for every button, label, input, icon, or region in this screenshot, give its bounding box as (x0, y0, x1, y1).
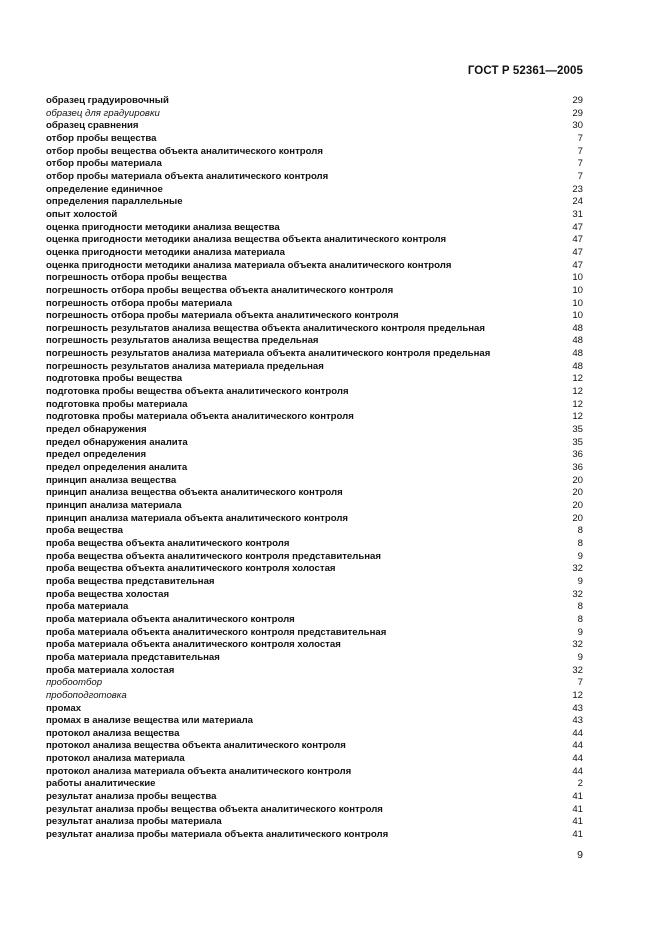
index-term: подготовка пробы материала объекта аналитического контроля (46, 411, 354, 423)
index-page-ref: 7 (577, 145, 583, 157)
index-term: предел обнаружения (46, 424, 147, 436)
index-page-ref: 9 (577, 575, 583, 587)
index-page-ref: 44 (572, 753, 583, 765)
index-page-ref: 43 (572, 715, 583, 727)
index-term: проба материала представительная (46, 651, 220, 663)
index-page-ref: 12 (572, 373, 583, 385)
index-page-ref: 10 (572, 297, 583, 309)
index-entry (46, 449, 583, 462)
index-term: погрешность результатов анализа материала предельная (46, 360, 324, 372)
index-entry (46, 424, 583, 437)
index-page-ref: 44 (572, 740, 583, 752)
index-term: результат анализа пробы вещества объекта аналитического контроля (46, 803, 383, 815)
index-entry (46, 753, 583, 766)
index-page-ref: 10 (572, 310, 583, 322)
index-term: проба материала объекта аналитического контроля представительная (46, 626, 387, 638)
index-entry (46, 487, 583, 500)
index-page-ref: 20 (572, 487, 583, 499)
index-entry (46, 513, 583, 526)
index-page-ref: 8 (577, 537, 583, 549)
index-page-ref: 32 (572, 588, 583, 600)
index-entry (46, 247, 583, 260)
index-term: предел определения аналита (46, 462, 188, 474)
index-term: пробоподготовка (46, 689, 127, 701)
index-term: оценка пригодности методики анализа материала (46, 246, 285, 258)
index-page-ref: 12 (572, 386, 583, 398)
index-term: проба вещества объекта аналитического контроля представительная (46, 550, 381, 562)
index-entry (46, 766, 583, 779)
index-term: результат анализа пробы вещества (46, 791, 217, 803)
index-page-ref: 20 (572, 500, 583, 511)
index-page-ref: 48 (572, 360, 583, 372)
index-entry (46, 690, 583, 703)
index-page-ref: 9 (577, 550, 583, 562)
index-page-ref: 9 (577, 626, 583, 638)
index-entry (46, 639, 583, 652)
index-term: предел обнаружения аналита (46, 436, 188, 448)
index-page-ref: 47 (572, 246, 583, 258)
index-entry (46, 462, 583, 475)
index-term: подготовка пробы материала (46, 398, 188, 410)
index-entry (46, 791, 583, 804)
index-page-ref: 32 (572, 639, 583, 651)
index-page-ref: 41 (572, 791, 583, 803)
index-term: пробоотбор (46, 677, 103, 689)
index-page-ref: 41 (572, 803, 583, 815)
index-page-ref: 43 (572, 702, 583, 714)
index-page-ref: 10 (572, 284, 583, 296)
index-term: результат анализа пробы материала (46, 816, 222, 828)
index-page-ref: 12 (572, 411, 583, 423)
index-term: погрешность результатов анализа вещества предельная (46, 335, 319, 347)
index-page-ref: 35 (572, 436, 583, 448)
index-page-ref: 31 (572, 208, 583, 220)
page-number: 9 (577, 849, 583, 861)
index-entry (46, 525, 583, 538)
index-entry (46, 335, 583, 348)
index-page-ref: 41 (572, 816, 583, 828)
index-entry (46, 500, 583, 513)
index-term: погрешность отбора пробы вещества (46, 272, 227, 284)
index-term: погрешность результатов анализа вещества объекта аналитического контроля предельная (46, 322, 485, 334)
index-page-ref: 7 (577, 170, 583, 182)
document-header: ГОСТ Р 52361—2005 (467, 65, 583, 77)
index-entry (46, 285, 583, 298)
index-term: образец для градуировки (46, 107, 160, 119)
index-entry (46, 804, 583, 817)
index-term: промах (46, 702, 82, 714)
index-page-ref: 41 (572, 829, 583, 841)
index-term: оценка пригодности методики анализа вещества (46, 221, 280, 233)
index-page-ref: 7 (577, 677, 583, 689)
index-page-ref: 12 (572, 689, 583, 701)
index-term: протокол анализа материала (46, 753, 185, 765)
index-term: отбор пробы вещества (46, 132, 157, 144)
index-entry (46, 95, 583, 108)
index-page-ref: 47 (572, 234, 583, 246)
index-page-ref: 30 (572, 120, 583, 132)
index-term: отбор пробы вещества объекта аналитического контроля (46, 145, 323, 157)
index-term: протокол анализа вещества (46, 727, 180, 739)
index-term: проба вещества объекта аналитического контроля холостая (46, 563, 336, 575)
index-term: предел определения (46, 449, 147, 461)
index-entry (46, 348, 583, 361)
index-page-ref: 23 (572, 183, 583, 195)
index-entry (46, 589, 583, 602)
index-page-ref: 47 (572, 221, 583, 233)
index-page-ref: 29 (572, 95, 583, 106)
index-term: определение единичное (46, 183, 163, 195)
index-term: образец градуировочный (46, 95, 169, 106)
index-entry (46, 614, 583, 627)
index-entry (46, 184, 583, 197)
index-entry (46, 703, 583, 716)
index-term: оценка пригодности методики анализа материала объекта аналитического контроля (46, 259, 452, 271)
index-term: промах в анализе вещества или материала (46, 715, 253, 727)
index-entry (46, 829, 583, 842)
index-term: работы аналитические (46, 778, 156, 790)
index-entry (46, 272, 583, 285)
index-entry (46, 361, 583, 374)
index-term: опыт холостой (46, 208, 118, 220)
index-entry (46, 323, 583, 336)
index-entry (46, 411, 583, 424)
index-term: оценка пригодности методики анализа вещества объекта аналитического контроля (46, 234, 447, 246)
index-entry (46, 563, 583, 576)
subject-index-list (46, 95, 583, 842)
index-term: проба вещества (46, 525, 123, 537)
index-term: погрешность отбора пробы материала объекта аналитического контроля (46, 310, 399, 322)
index-entry (46, 437, 583, 450)
index-term: проба вещества холостая (46, 588, 170, 600)
index-page-ref: 20 (572, 474, 583, 486)
index-entry (46, 234, 583, 247)
index-page-ref: 9 (577, 651, 583, 663)
index-term: проба вещества объекта аналитического контроля (46, 537, 290, 549)
index-page-ref: 36 (572, 462, 583, 474)
index-entry (46, 399, 583, 412)
index-entry (46, 475, 583, 488)
index-term: проба материала объекта аналитического контроля (46, 613, 295, 625)
index-page-ref: 10 (572, 272, 583, 284)
index-page-ref: 32 (572, 664, 583, 676)
index-page-ref: 48 (572, 335, 583, 347)
index-term: образец сравнения (46, 120, 139, 132)
index-entry (46, 146, 583, 159)
index-term: определения параллельные (46, 196, 183, 208)
index-entry (46, 728, 583, 741)
index-term: подготовка пробы вещества (46, 373, 183, 385)
index-page-ref: 8 (577, 601, 583, 613)
index-entry (46, 222, 583, 235)
index-term: принцип анализа вещества объекта аналитического контроля (46, 487, 343, 499)
index-page-ref: 8 (577, 525, 583, 537)
index-entry (46, 715, 583, 728)
index-page-ref: 2 (577, 778, 583, 790)
index-term: погрешность отбора пробы вещества объекта аналитического контроля (46, 284, 394, 296)
index-entry (46, 108, 583, 121)
index-term: подготовка пробы вещества объекта аналитического контроля (46, 386, 349, 398)
index-term: отбор пробы материала объекта аналитического контроля (46, 170, 329, 182)
index-term: протокол анализа вещества объекта аналитического контроля (46, 740, 346, 752)
index-entry (46, 652, 583, 665)
index-entry (46, 601, 583, 614)
index-page-ref: 36 (572, 449, 583, 461)
index-term: проба вещества представительная (46, 575, 215, 587)
index-entry (46, 677, 583, 690)
index-entry (46, 816, 583, 829)
index-page-ref: 7 (577, 132, 583, 144)
index-entry (46, 665, 583, 678)
index-entry (46, 576, 583, 589)
index-entry (46, 298, 583, 311)
index-entry (46, 196, 583, 209)
index-page-ref: 12 (572, 398, 583, 410)
index-term: проба материала (46, 601, 129, 613)
index-page-ref: 8 (577, 613, 583, 625)
index-term: проба материала холостая (46, 664, 175, 676)
index-entry (46, 386, 583, 399)
index-term: принцип анализа вещества (46, 474, 177, 486)
index-entry (46, 538, 583, 551)
index-page-ref: 7 (577, 158, 583, 170)
index-page-ref: 24 (572, 196, 583, 208)
index-term: погрешность отбора пробы материала (46, 297, 233, 309)
index-term: принцип анализа материала объекта аналитического контроля (46, 512, 349, 524)
index-entry (46, 209, 583, 222)
index-entry (46, 778, 583, 791)
index-page-ref: 20 (572, 512, 583, 524)
index-page-ref: 29 (572, 107, 583, 119)
index-entry (46, 373, 583, 386)
index-page-ref: 44 (572, 727, 583, 739)
index-page-ref: 44 (572, 765, 583, 777)
index-term: проба материала объекта аналитического контроля холостая (46, 639, 341, 651)
index-term: принцип анализа материала (46, 500, 182, 511)
index-page-ref: 32 (572, 563, 583, 575)
index-page-ref: 35 (572, 424, 583, 436)
index-entry (46, 310, 583, 323)
index-term: протокол анализа материала объекта аналитического контроля (46, 765, 352, 777)
index-page-ref: 48 (572, 322, 583, 334)
index-term: погрешность результатов анализа материала объекта аналитического контроля предельная (46, 348, 491, 360)
index-entry (46, 260, 583, 273)
index-entry (46, 120, 583, 133)
index-entry (46, 158, 583, 171)
index-entry (46, 740, 583, 753)
index-entry (46, 627, 583, 640)
index-term: отбор пробы материала (46, 158, 162, 170)
index-term: результат анализа пробы материала объекта аналитического контроля (46, 829, 389, 841)
index-page-ref: 47 (572, 259, 583, 271)
index-entry (46, 551, 583, 564)
index-entry (46, 171, 583, 184)
index-page-ref: 48 (572, 348, 583, 360)
index-entry (46, 133, 583, 146)
